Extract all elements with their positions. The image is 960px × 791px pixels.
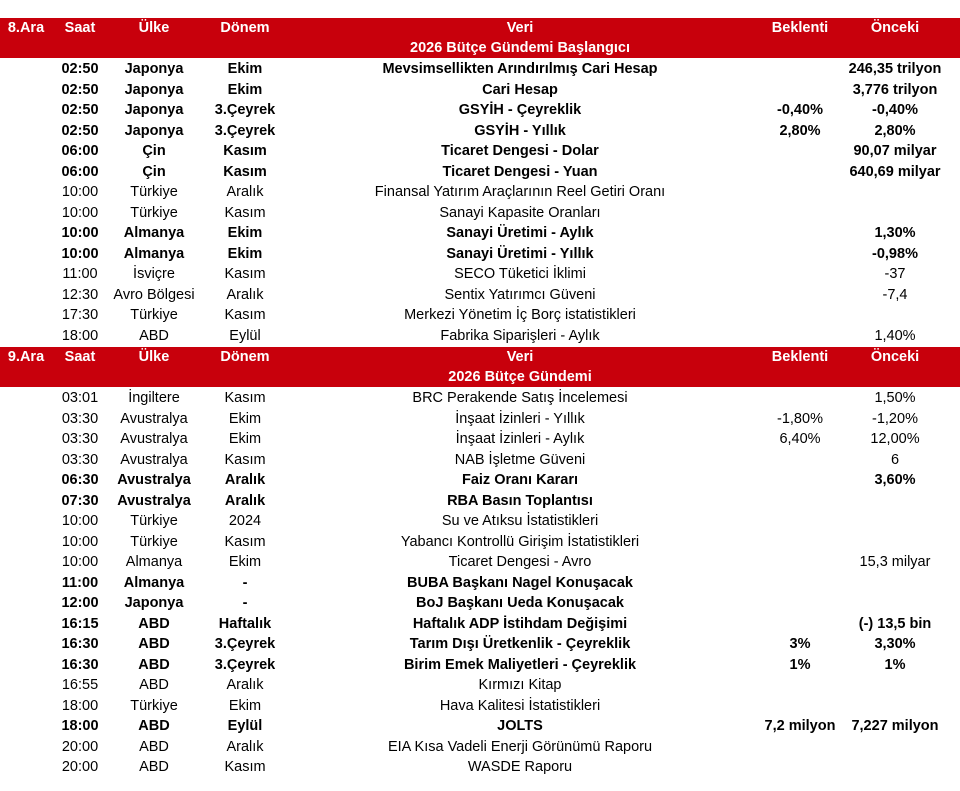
table-row [0, 59, 960, 80]
row-indicator: Ticaret Dengesi - Dolar [441, 143, 599, 159]
row-indicator: Finansal Yatırım Araçlarının Reel Getiri Oranı [374, 184, 666, 200]
row-time: 07:30 [61, 492, 99, 509]
table-row [0, 757, 960, 778]
table-row [0, 614, 960, 635]
table-row [0, 141, 960, 162]
row-previous: -0,40% [872, 102, 918, 118]
column-header-country: Ülke [138, 20, 170, 36]
row-time: 17:30 [61, 307, 99, 323]
row-country: İngiltere [128, 390, 180, 406]
row-country: ABD [138, 656, 170, 673]
row-period: 3.Çeyrek [214, 636, 276, 652]
column-header-period: Dönem [220, 20, 270, 36]
row-period: Kasım [224, 307, 266, 323]
row-previous: 1,30% [874, 225, 916, 241]
table-row [0, 100, 960, 121]
row-previous: -0,98% [872, 245, 918, 262]
row-previous: 7,227 milyon [851, 718, 939, 734]
row-expectation: 1% [789, 656, 811, 673]
row-country: Almanya [123, 574, 185, 591]
row-country: Avro Bölgesi [113, 286, 195, 303]
row-time: 11:00 [61, 574, 99, 591]
row-time: 03:30 [61, 451, 99, 468]
row-previous: 90,07 milyar [853, 143, 937, 159]
row-country: Türkiye [130, 307, 178, 323]
row-time: 20:00 [61, 759, 99, 775]
row-previous: 3,60% [874, 472, 916, 488]
row-time: 06:00 [61, 163, 99, 180]
table-row [0, 532, 960, 553]
row-expectation: 3% [789, 636, 811, 652]
table-row [0, 264, 960, 285]
row-time: 10:00 [61, 245, 99, 262]
row-indicator: İnşaat İzinleri - Yıllık [455, 410, 585, 427]
row-country: ABD [138, 636, 170, 652]
table-row [0, 182, 960, 203]
row-indicator: İnşaat İzinleri - Aylık [455, 431, 585, 447]
row-country: Türkiye [130, 697, 178, 714]
row-expectation: 2,80% [779, 122, 821, 139]
table-row [0, 305, 960, 326]
row-period: Ekim [227, 225, 263, 241]
row-period: Ekim [227, 81, 263, 98]
row-period: Ekim [228, 697, 262, 714]
row-period: Kasım [223, 163, 267, 180]
row-previous: (-) 13,5 bin [858, 615, 932, 632]
table-row [0, 552, 960, 573]
table-row [0, 244, 960, 265]
row-country: Japonya [124, 102, 184, 118]
row-period: Aralık [224, 472, 266, 488]
row-country: ABD [138, 615, 170, 632]
row-period: Kasım [224, 204, 266, 221]
row-period: 2024 [228, 513, 262, 529]
row-indicator: EIA Kısa Vadeli Enerji Görünümü Raporu [387, 738, 653, 755]
row-country: Avustralya [120, 410, 188, 427]
row-period: Kasım [223, 143, 267, 159]
row-country: Japonya [124, 595, 184, 611]
column-header-data: Veri [506, 349, 534, 365]
row-time: 06:00 [61, 143, 99, 159]
table-row [0, 162, 960, 183]
row-period: Kasım [224, 533, 266, 550]
column-header-period: Dönem [220, 349, 270, 365]
column-header-country: Ülke [138, 349, 170, 365]
row-time: 10:00 [61, 554, 99, 570]
row-previous: -37 [884, 266, 906, 282]
column-header-expectation: Beklenti [771, 20, 829, 36]
day-subtitle: 2026 Bütçe Gündemi [448, 369, 592, 385]
day-header-9ara [0, 347, 960, 387]
table-row [0, 203, 960, 224]
row-country: Japonya [124, 81, 184, 98]
row-expectation: 7,2 milyon [764, 718, 836, 734]
table-row [0, 429, 960, 450]
table-row [0, 491, 960, 512]
table-row [0, 223, 960, 244]
row-previous: 3,776 trilyon [852, 81, 938, 98]
row-country: Türkiye [130, 204, 178, 221]
table-row [0, 121, 960, 142]
row-indicator: Merkezi Yönetim İç Borç istatistikleri [404, 307, 636, 323]
row-country: ABD [139, 759, 169, 775]
table-row [0, 80, 960, 101]
table-row [0, 593, 960, 614]
row-country: Japonya [124, 61, 184, 77]
row-country: Almanya [123, 245, 185, 262]
column-header-expectation: Beklenti [771, 349, 829, 365]
row-indicator: Ticaret Dengesi - Yuan [442, 163, 598, 180]
row-period: Kasım [224, 451, 266, 468]
row-period: Aralık [226, 286, 264, 303]
row-time: 03:30 [61, 431, 99, 447]
row-previous: 12,00% [870, 431, 920, 447]
row-period: - [242, 574, 248, 591]
row-country: İsviçre [133, 266, 175, 282]
table-row [0, 696, 960, 717]
row-previous: 3,30% [874, 636, 916, 652]
row-previous: 2,80% [874, 122, 916, 139]
row-time: 10:00 [61, 533, 99, 550]
row-time: 18:00 [61, 718, 99, 734]
row-time: 02:50 [61, 81, 99, 98]
row-period: Kasım [224, 390, 266, 406]
row-country: Türkiye [130, 533, 178, 550]
row-period: Haftalık [218, 615, 272, 632]
row-indicator: Sanayi Üretimi - Aylık [446, 225, 594, 241]
row-time: 02:50 [61, 122, 99, 139]
row-indicator: WASDE Raporu [467, 759, 573, 775]
row-time: 18:00 [61, 327, 99, 344]
row-country: Avustralya [120, 431, 188, 447]
row-period: 3.Çeyrek [214, 656, 276, 673]
day-rows-8ara [0, 59, 960, 346]
row-indicator: Mevsimsellikten Arındırılmış Cari Hesap [382, 61, 658, 77]
table-row [0, 326, 960, 347]
row-time: 03:01 [61, 390, 99, 406]
column-header-data: Veri [506, 20, 534, 36]
row-country: Çin [142, 163, 166, 180]
row-expectation: -1,80% [777, 410, 823, 427]
row-time: 10:00 [61, 513, 99, 529]
row-indicator: RBA Basın Toplantısı [447, 492, 593, 509]
row-period: Eylül [227, 718, 263, 734]
row-indicator: BoJ Başkanı Ueda Konuşacak [416, 595, 624, 611]
row-previous: -7,4 [882, 286, 908, 303]
column-header-time: Saat [64, 349, 96, 365]
row-time: 11:00 [62, 266, 98, 282]
row-period: Aralık [226, 677, 264, 693]
row-period: Kasım [224, 266, 266, 282]
day-rows-9ara [0, 388, 960, 778]
row-indicator: Cari Hesap [482, 81, 558, 98]
row-previous: 246,35 trilyon [848, 61, 942, 77]
row-indicator: Tarım Dışı Üretkenlik - Çeyreklik [409, 636, 631, 652]
row-period: 3.Çeyrek [214, 102, 276, 118]
row-indicator: Sanayi Üretimi - Yıllık [446, 245, 594, 262]
row-time: 02:50 [61, 61, 99, 77]
row-period: Ekim [228, 554, 262, 570]
row-previous: 15,3 milyar [859, 554, 931, 570]
row-time: 20:00 [61, 738, 99, 755]
row-indicator: Kırmızı Kitap [478, 677, 562, 693]
row-country: ABD [139, 677, 169, 693]
row-country: Avustralya [117, 492, 191, 509]
row-indicator: NAB İşletme Güveni [454, 451, 586, 468]
row-indicator: Birim Emek Maliyetleri - Çeyreklik [403, 656, 637, 673]
row-period: Ekim [227, 61, 263, 77]
row-expectation: -0,40% [777, 102, 823, 118]
row-indicator: BUBA Başkanı Nagel Konuşacak [407, 574, 633, 591]
row-indicator: JOLTS [497, 718, 543, 734]
row-indicator: SECO Tüketici İklimi [454, 266, 586, 282]
row-period: Ekim [228, 410, 262, 427]
row-period: Aralık [226, 738, 264, 755]
row-time: 16:55 [61, 677, 99, 693]
row-indicator: Sentix Yatırımcı Güveni [444, 286, 596, 303]
row-country: Japonya [124, 122, 184, 139]
row-country: Türkiye [130, 184, 178, 200]
row-previous: -1,20% [872, 410, 918, 427]
row-time: 10:00 [61, 225, 99, 241]
row-time: 12:00 [61, 595, 99, 611]
row-time: 03:30 [61, 410, 99, 427]
row-indicator: Ticaret Dengesi - Avro [448, 554, 592, 570]
day-subtitle: 2026 Bütçe Gündemi Başlangıcı [410, 40, 630, 56]
row-previous: 1% [884, 656, 906, 673]
row-country: Çin [142, 143, 166, 159]
row-time: 02:50 [61, 102, 99, 118]
row-country: Almanya [125, 554, 183, 570]
row-time: 16:15 [61, 615, 99, 632]
column-header-previous: Önceki [870, 349, 920, 365]
row-period: - [242, 595, 248, 611]
row-period: 3.Çeyrek [214, 122, 276, 139]
row-period: Aralık [226, 184, 264, 200]
row-indicator: Yabancı Kontrollü Girişim İstatistikleri [400, 533, 640, 550]
row-country: Türkiye [130, 513, 178, 529]
table-row [0, 675, 960, 696]
row-indicator: Sanayi Kapasite Oranları [439, 204, 601, 221]
table-row [0, 716, 960, 737]
row-country: ABD [139, 327, 169, 344]
day-header-8ara [0, 18, 960, 58]
row-indicator: Faiz Oranı Kararı [461, 472, 579, 488]
row-previous: 1,40% [874, 327, 916, 344]
row-time: 06:30 [61, 472, 99, 488]
row-country: Almanya [123, 225, 185, 241]
table-row [0, 573, 960, 594]
row-indicator: Su ve Atıksu İstatistikleri [441, 513, 599, 529]
row-period: Ekim [228, 431, 262, 447]
row-country: Avustralya [117, 472, 191, 488]
day-date: 8.Ara [7, 20, 45, 36]
row-indicator: Haftalık ADP İstihdam Değişimi [412, 615, 628, 632]
table-row [0, 285, 960, 306]
row-previous: 1,50% [874, 390, 916, 406]
row-time: 10:00 [61, 204, 99, 221]
row-indicator: Fabrika Siparişleri - Aylık [440, 327, 600, 344]
table-row [0, 634, 960, 655]
column-header-previous: Önceki [870, 20, 920, 36]
row-time: 10:00 [61, 184, 99, 200]
table-row [0, 450, 960, 471]
row-country: Avustralya [120, 451, 188, 468]
row-period: Eylül [229, 327, 261, 344]
row-time: 16:30 [61, 656, 99, 673]
row-period: Ekim [227, 245, 263, 262]
table-row [0, 388, 960, 409]
day-date: 9.Ara [7, 349, 45, 365]
row-previous: 640,69 milyar [849, 163, 941, 180]
table-row [0, 409, 960, 430]
row-indicator: BRC Perakende Satış İncelemesi [412, 390, 628, 406]
row-period: Kasım [224, 759, 266, 775]
row-country: ABD [138, 718, 170, 734]
table-row [0, 511, 960, 532]
row-indicator: GSYİH - Yıllık [474, 122, 566, 139]
row-country: ABD [139, 738, 169, 755]
row-time: 12:30 [61, 286, 99, 303]
row-expectation: 6,40% [779, 431, 821, 447]
row-previous: 6 [890, 451, 900, 468]
column-header-time: Saat [64, 20, 96, 36]
row-time: 16:30 [61, 636, 99, 652]
row-time: 18:00 [61, 697, 99, 714]
row-period: Aralık [224, 492, 266, 509]
table-row [0, 470, 960, 491]
row-indicator: Hava Kalitesi İstatistikleri [439, 697, 601, 714]
row-indicator: GSYİH - Çeyreklik [458, 102, 582, 118]
table-row [0, 737, 960, 758]
table-row [0, 655, 960, 676]
